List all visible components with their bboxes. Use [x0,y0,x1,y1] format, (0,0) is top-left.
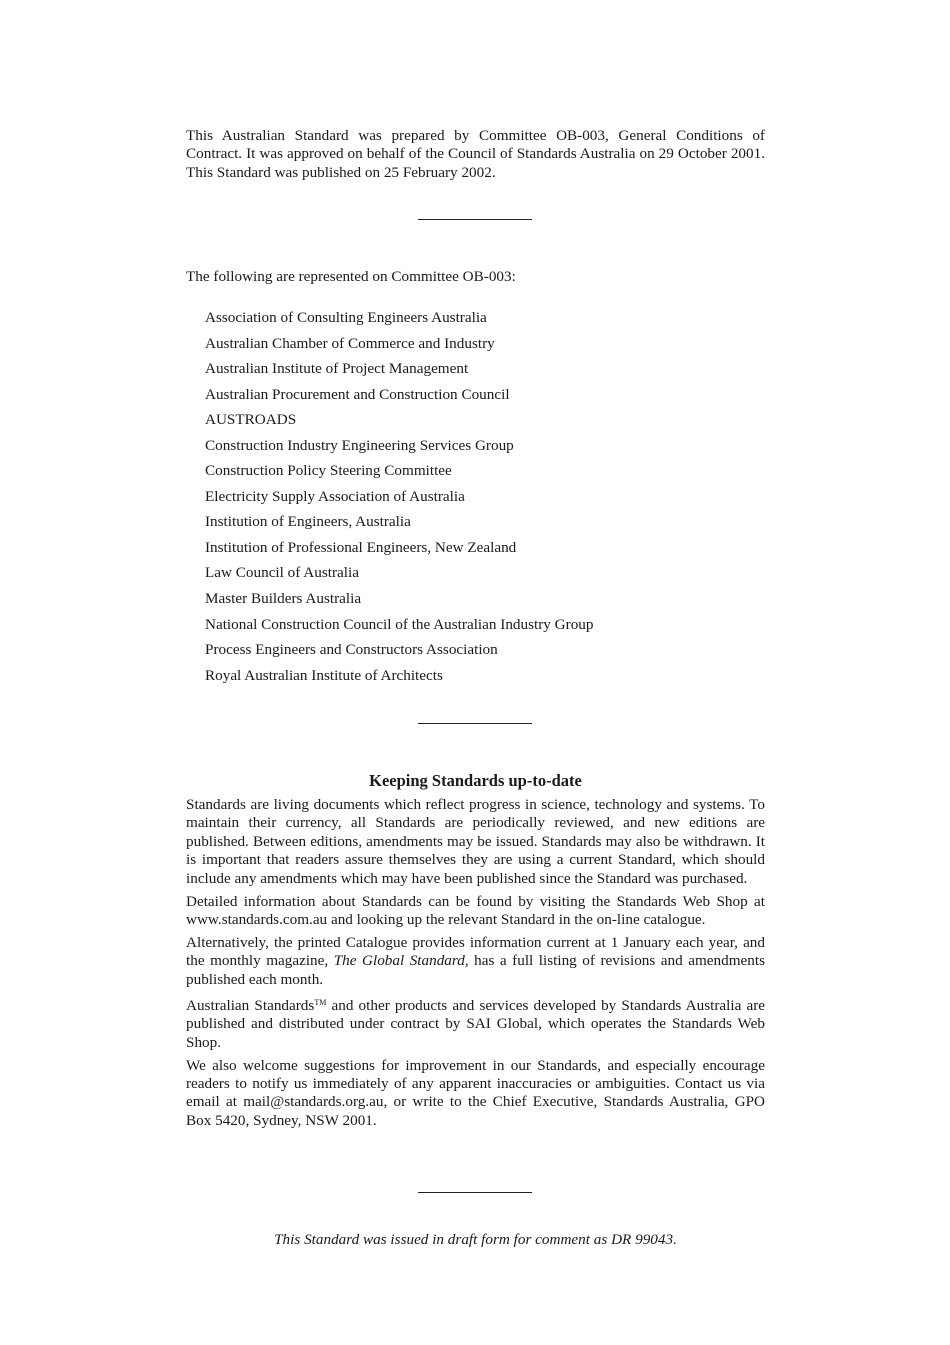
committee-intro: The following are represented on Committee OB-003: [186,268,516,285]
list-item: Australian Procurement and Construction Council [205,385,510,403]
section-heading: Keeping Standards up-to-date [369,771,582,790]
text-run: , has a full listing of revisions and amendments published each month. [186,952,766,988]
divider-rule [418,219,532,220]
text-run: Australian Standards [186,996,315,1014]
list-item: Association of Consulting Engineers Australia [205,309,487,326]
paragraph: Standards are living documents which reflect progress in science, technology and systems. To maintain their currency, all Standards are periodically reviewed, and new editions are published. Between editions, amendments may be issued. Standards may also be withdrawn. It is important that readers assure themselves they are using a current Standard, which should include any amendments which may have been published since the Standard was purchased. [186,796,765,887]
list-item: Master Builders Australia [205,590,362,608]
list-item: Electricity Supply Association of Australia [205,487,465,505]
paragraph: Detailed information about Standards can be found by visiting the Standards Web Shop at www.standards.com.au and looking up the relevant Standard in the on-line catalogue. [186,892,765,929]
list-item: Australian Chamber of Commerce and Industry [205,334,495,352]
list-item: Australian Institute of Project Management [205,360,469,378]
divider-rule [418,723,532,724]
list-item: AUSTROADS [205,411,297,429]
committee-member-list [205,308,594,691]
paragraph [186,994,765,1052]
list-item: Construction Industry Engineering Services Group [205,436,514,454]
text-run: Alternatively, the printed Catalogue provides information current at 1 January each year, and the monthly magazine, [186,934,765,970]
list-item: Law Council of Australia [205,564,359,582]
list-item: Institution of Engineers, Australia [205,513,411,531]
keeping-standards-section [186,796,765,1135]
list-item: Royal Australian Institute of Architects [205,666,443,684]
list-item: Process Engineers and Constructors Association [205,641,498,659]
paragraph: We also welcome suggestions for improvement in our Standards, and especially encourage readers to notify us immediately of any apparent inaccuracies or ambiguities. Contact us via email at mail@standards.org.au, or write to the Chief Executive, Standards Australia, GPO Box 5420, Sydney, NSW 2001. [186,1056,765,1129]
list-item: Institution of Professional Engineers, New Zealand [205,538,517,556]
divider-rule [418,1192,532,1193]
list-item: Construction Policy Steering Committee [205,462,452,480]
list-item: National Construction Council of the Australian Industry Group [205,615,594,633]
intro-paragraph: This Australian Standard was prepared by Committee OB-003, General Conditions of Contract. It was approved on behalf of the Council of Standards Australia on 29 October 2001. This Standard was published on 25 February 2002. [186,127,765,181]
draft-note: This Standard was issued in draft form for comment as DR 99043. [274,1231,677,1248]
paragraph [186,934,765,989]
text-run: and other products and services developed by Standards Australia are published and distributed under contract by SAI Global, which operates the Standards Web Shop. [186,996,765,1051]
magazine-title: The Global Standard [333,952,465,970]
trademark-mark: TM [314,997,327,1007]
